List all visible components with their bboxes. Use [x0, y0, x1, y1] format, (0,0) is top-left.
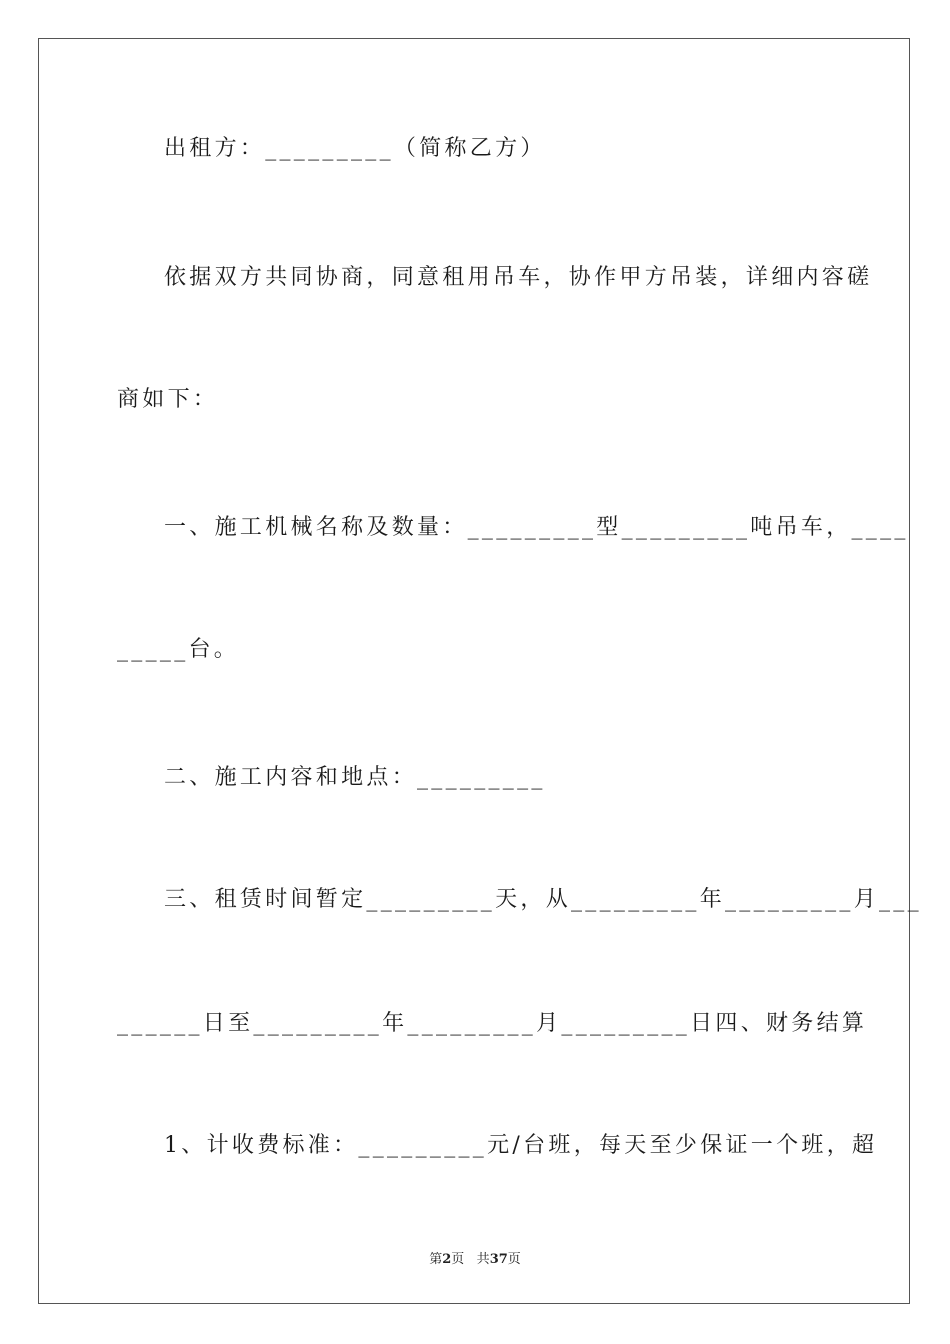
- text-line-section-3a: 三、租赁时间暂定_________天，从_________年_________月___: [164, 887, 922, 912]
- text-line-section-1a: 一、施工机械名称及数量：_________型_________吨吊车，____: [164, 515, 909, 540]
- footer-total-prefix: 共: [476, 1252, 490, 1267]
- text-line-section-3b: ______日至_________年_________月_________日四、财务结算: [117, 1011, 868, 1036]
- text-line-agreement-2: 商如下：: [117, 387, 219, 412]
- footer-total-suffix: 页: [507, 1252, 521, 1267]
- text-line-section-2: 二、施工内容和地点：_________: [164, 765, 546, 790]
- page-border: [38, 38, 910, 1304]
- footer-prefix: 第: [429, 1252, 443, 1267]
- footer-page-number: 2: [442, 1252, 452, 1267]
- page-footer: [0, 1248, 950, 1267]
- footer-total-pages: 37: [489, 1252, 508, 1267]
- text-line-item-1: 1、计收费标准：_________元/台班，每天至少保证一个班，超: [164, 1133, 878, 1158]
- text-line-section-1b: _____台。: [117, 637, 240, 662]
- footer-page-suffix: 页: [451, 1252, 465, 1267]
- text-line-agreement-1: 依据双方共同协商，同意租用吊车，协作甲方吊装，详细内容磋: [164, 265, 873, 290]
- text-line-lessor: 出租方：_________（简称乙方）: [164, 136, 546, 161]
